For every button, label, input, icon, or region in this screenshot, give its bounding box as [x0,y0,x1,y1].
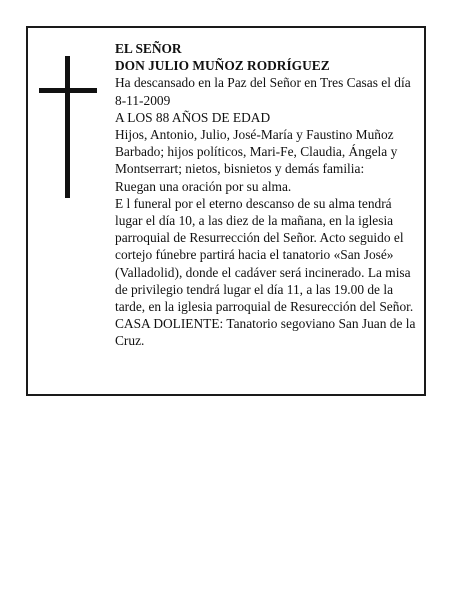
title-line-1: EL SEÑOR [115,41,182,56]
age-line: A LOS 88 AÑOS DE EDAD [115,109,271,125]
cross-vertical-bar [65,56,70,198]
obituary-notice [26,26,426,396]
prayer-request: Ruegan una oración por su alma. [115,178,292,194]
death-statement: Ha descansado en la Paz del Señor en Tres Casas el día 8-11-2009 [115,75,411,108]
family-members: Hijos, Antonio, Julio, José-María y Faustino Muñoz Barbado; hijos políticos, Mari-Fe, Claudia, Ángela y Montserrart; nietos, bisnietos y demás familia: [115,127,398,177]
mourning-house: CASA DOLIENTE: Tanatorio segoviano San Juan de la Cruz. [115,316,416,349]
deceased-name: DON JULIO MUÑOZ RODRÍGUEZ [115,58,330,74]
cross-horizontal-bar [39,88,97,93]
funeral-details: E l funeral por el eterno descanso de su alma tendrá lugar el día 10, a las diez de la mañana, en la iglesia parroquial de Resurrección del Señor. Acto seguido el cortejo fúnebre partirá hacia el tanatorio «San José» (Valladolid), donde el cadáver será incinerado. La misa de privilegio tendrá lugar el día 11, a las 19.00 de la tarde, en la iglesia parroquial de Resurección del Señor. [115,195,414,315]
notice-text [115,40,420,350]
